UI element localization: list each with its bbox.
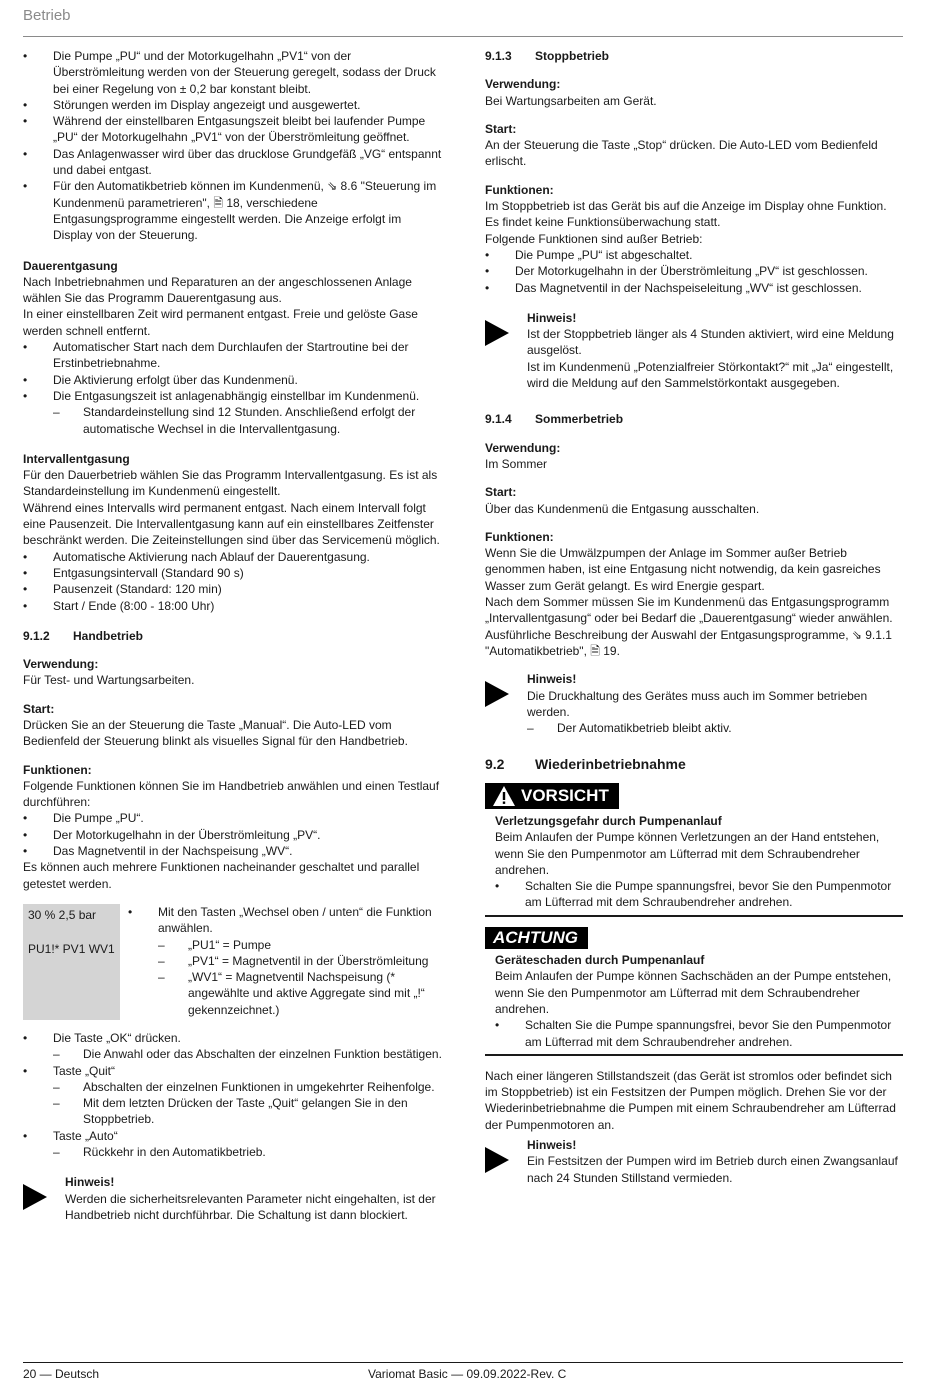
header-title: Betrieb bbox=[23, 7, 71, 24]
intervallentgasung-text-2: Während eines Intervalls wird permanent entgast. Nach einem Intervall folgt eine Pausenzeit. Die Intervallentgasung kann auf ein einstellbares Zeitfenster beschränkt werden. Die Zeiteinstellungen sind über das Servicemenü möglich. bbox=[23, 500, 440, 548]
hint-arrow-icon bbox=[485, 310, 527, 391]
hint-text: Die Druckhaltung des Gerätes muss auch im Sommer betrieben werden. bbox=[527, 688, 868, 719]
list-item: • Die Pumpe „PU“ und der Motorkugelhahn „PV1“ von der Überströmleitung werden von der Steuerung geregelt, sodass der Druck bei einer Regelung von ± 0,2 bar konstant bleibt. bbox=[23, 48, 443, 97]
hint-title: Hinweis! bbox=[527, 1138, 577, 1153]
dash-item: – Rückkehr in den Automatikbetrieb. bbox=[53, 1144, 443, 1160]
dauerentgasung-heading: Dauerentgasung bbox=[23, 258, 118, 273]
list-item: • Die Aktivierung erfolgt über das Kundenmenü. bbox=[23, 372, 443, 388]
list-item bbox=[128, 904, 443, 1018]
dauerentgasung-text-1: Nach Inbetriebnahmen und Reparaturen an der angeschlossenen Anlage wählen Sie das Programm Dauerentgasung aus. bbox=[23, 274, 412, 306]
list-item: • Der Motorkugelhahn in der Überströmleitung „PV“. bbox=[23, 827, 443, 843]
dash-item: – „PU1“ = Pumpe bbox=[158, 937, 443, 953]
dash-list bbox=[53, 1046, 443, 1062]
page-footer bbox=[23, 1362, 903, 1381]
hint-box bbox=[485, 1137, 903, 1186]
section-heading-sommerbetrieb bbox=[485, 411, 903, 427]
verwendung-text: Im Sommer bbox=[485, 456, 548, 471]
handbetrieb-steps-list bbox=[23, 1030, 443, 1160]
dash-list bbox=[527, 720, 903, 736]
hint-text-1: Ist der Stoppbetrieb länger als 4 Stunden aktiviert, wird eine Meldung ausgelöst. bbox=[527, 327, 894, 358]
funktionen-text-1: Wenn Sie die Umwälzpumpen der Anlage im Sommer außer Betrieb genommen haben, ist eine Entgasung nicht notwendig, da kein gasreiches Wasser zum Gerät gelangt. Es wird Energie gespart. bbox=[485, 546, 881, 593]
list-item: • Für den Automatikbetrieb können im Kundenmenü, ⇘ 8.6 "Steuerung im Kundenmenü parametrieren", 🗎 18, verschiedene Entgasungsprogramme eingestellt werden. Die Anzeige erfolgt im Display von der Steuerung. bbox=[23, 178, 443, 243]
start-text: Drücken Sie an der Steuerung die Taste „Manual“. Die Auto-LED vom Bedienfeld der Steuerung blinkt als visuelles Signal für den Handbetrieb. bbox=[23, 717, 408, 749]
warning-text: Beim Anlaufen der Pumpe können Sachschäden an der Pumpe entstehen, wenn Sie den Pumpenmotor am Lüfterrad mit dem Schraubendreher andrehen. bbox=[495, 969, 892, 1016]
list-item bbox=[23, 388, 443, 437]
dash-list bbox=[53, 404, 443, 437]
warning-bullet-list bbox=[495, 878, 903, 911]
list-item: • Das Magnetventil in der Nachspeiseleitung „WV“ ist geschlossen. bbox=[485, 280, 903, 296]
list-item: • Das Magnetventil in der Nachspeisung „WV“. bbox=[23, 843, 443, 859]
funktionen-after-text: Es können auch mehrere Funktionen nacheinander geschaltet und parallel getestet werden. bbox=[23, 860, 420, 891]
funktionen-text-1: Im Stoppbetrieb ist das Gerät bis auf die Anzeige im Display ohne Funktion. Es findet keine Funktionsüberwachung statt. bbox=[485, 199, 887, 230]
intervallentgasung-bullet-list bbox=[23, 549, 443, 614]
hint-arrow-icon bbox=[485, 1137, 527, 1186]
right-column bbox=[485, 48, 903, 1186]
list-item: • Pausenzeit (Standard: 120 min) bbox=[23, 581, 443, 597]
dash-list bbox=[53, 1144, 443, 1160]
section-heading-wiederinbetriebnahme bbox=[485, 756, 903, 772]
display-status-explanation bbox=[120, 904, 443, 1020]
left-column bbox=[23, 48, 443, 1223]
start-label: Start: bbox=[485, 485, 517, 500]
dash-list bbox=[53, 1079, 443, 1128]
dash-item: – „WV1“ = Magnetventil Nachspeisung (* angewählte und aktive Aggregate sind mit „!“ gekennzeichnet.) bbox=[158, 969, 443, 1018]
list-item: • Störungen werden im Display angezeigt und ausgewertet. bbox=[23, 97, 443, 113]
list-item bbox=[23, 1063, 443, 1128]
section-number: 9.1.3 bbox=[485, 49, 512, 63]
list-item: • Schalten Sie die Pumpe spannungsfrei, bevor Sie den Pumpenmotor am Lüfterrad mit dem Schraubendreher andrehen. bbox=[495, 1017, 903, 1050]
warning-body bbox=[485, 952, 903, 1050]
warning-triangle-icon bbox=[493, 786, 515, 806]
list-item-text: Taste „Quit“ bbox=[53, 1063, 116, 1078]
wiederinbetriebnahme-text: Nach einer längeren Stillstandszeit (das Gerät ist stromlos oder befindet sich im Stoppbetrieb) ist ein Festsitzen der Pumpen möglich. Drehen Sie vor der Wiederinbetriebnahme die Pumpen mit einem Schraubendreher am Lüfterrad der Pumpenmotoren an. bbox=[485, 1068, 896, 1132]
achtung-label: ACHTUNG bbox=[493, 927, 578, 947]
dauerentgasung-bullet-list bbox=[23, 339, 443, 437]
hint-body bbox=[527, 1137, 903, 1186]
hint-title: Hinweis! bbox=[65, 1175, 115, 1190]
list-item: • Der Motorkugelhahn in der Überströmleitung „PV“ ist geschlossen. bbox=[485, 263, 903, 279]
hint-box bbox=[485, 310, 903, 391]
section-title: Stoppbetrieb bbox=[535, 49, 609, 63]
funktionen-text-2: Nach dem Sommer müssen Sie im Kundenmenü das Entgasungsprogramm „Intervallentgasung“ oder bei Bedarf die „Dauerentgasung“ wieder anwählen. bbox=[485, 595, 893, 626]
funktionen-text-3: Ausführliche Beschreibung der Auswahl der Entgasungsprogramme, ⇘ 9.1.1 "Automatikbetrieb", 🗎 19. bbox=[485, 627, 892, 658]
verwendung-label: Verwendung: bbox=[23, 657, 99, 672]
warning-box-vorsicht bbox=[485, 783, 903, 917]
start-label: Start: bbox=[23, 701, 55, 716]
section-title: Sommerbetrieb bbox=[535, 412, 624, 427]
dash-list bbox=[158, 937, 443, 1018]
list-item: • Automatischer Start nach dem Durchlaufen der Startroutine bei der Erstinbetriebnahme. bbox=[23, 339, 443, 372]
hint-box bbox=[485, 671, 903, 736]
intro-bullet-list bbox=[23, 48, 443, 244]
footer-document-info: Variomat Basic — 09.09.2022-Rev. C bbox=[368, 1367, 567, 1381]
verwendung-label: Verwendung: bbox=[485, 440, 561, 455]
warning-title: Verletzungsgefahr durch Pumpenanlauf bbox=[495, 813, 722, 828]
page-header bbox=[23, 6, 903, 37]
achtung-badge bbox=[485, 927, 588, 949]
warning-bullet-list bbox=[495, 1017, 903, 1050]
funktionen-bullet-list bbox=[23, 810, 443, 859]
warning-text: Beim Anlaufen der Pumpe können Verletzungen an der Hand entstehen, wenn Sie den Pumpenmotor am Lüfterrad mit dem Schraubendreher andrehen. bbox=[495, 830, 880, 877]
hint-body bbox=[527, 671, 903, 736]
display-status-box bbox=[23, 904, 120, 1020]
list-item: • Die Pumpe „PU“ ist abgeschaltet. bbox=[485, 247, 903, 263]
dash-item: – „PV1“ = Magnetventil in der Überströmleitung bbox=[158, 953, 443, 969]
section-title: Wiederinbetriebnahme bbox=[535, 756, 686, 773]
list-item: • Entgasungsintervall (Standard 90 s) bbox=[23, 565, 443, 581]
section-heading-handbetrieb bbox=[23, 628, 443, 644]
dash-item: – Abschalten der einzelnen Funktionen in umgekehrter Reihenfolge. bbox=[53, 1079, 443, 1095]
section-heading-stoppbetrieb bbox=[485, 48, 903, 64]
display-line-2: PU1!* PV1 WV1 bbox=[28, 942, 115, 957]
hint-body bbox=[527, 310, 903, 391]
hint-body bbox=[65, 1174, 443, 1223]
list-item-text: Die Entgasungszeit ist anlagenabhängig einstellbar im Kundenmenü. bbox=[53, 388, 420, 403]
list-item: • Schalten Sie die Pumpe spannungsfrei, bevor Sie den Pumpenmotor am Lüfterrad mit dem Schraubendreher andrehen. bbox=[495, 878, 903, 911]
funktionen-text-2: Folgende Funktionen sind außer Betrieb: bbox=[485, 231, 703, 246]
footer-page-number: 20 — Deutsch bbox=[23, 1367, 100, 1381]
warning-body bbox=[485, 813, 903, 911]
hint-title: Hinweis! bbox=[527, 310, 577, 325]
list-item-text: Die Taste „OK“ drücken. bbox=[53, 1030, 181, 1045]
list-item-text: Taste „Auto“ bbox=[53, 1128, 118, 1143]
list-item bbox=[23, 1030, 443, 1063]
vorsicht-label: VORSICHT bbox=[521, 785, 609, 805]
display-status-row bbox=[23, 904, 443, 1020]
funktionen-label: Funktionen: bbox=[485, 182, 554, 197]
display-line-1: 30 % 2,5 bar bbox=[28, 907, 97, 922]
dash-item: – Die Anwahl oder das Abschalten der einzelnen Funktion bestätigen. bbox=[53, 1046, 443, 1062]
section-number: 9.1.4 bbox=[485, 412, 512, 427]
list-item: • Die Pumpe „PU“. bbox=[23, 810, 443, 826]
start-label: Start: bbox=[485, 121, 517, 136]
funktionen-label: Funktionen: bbox=[485, 529, 554, 544]
stopp-bullet-list bbox=[485, 247, 903, 296]
list-item: • Start / Ende (8:00 - 18:00 Uhr) bbox=[23, 598, 443, 614]
start-text: An der Steuerung die Taste „Stop“ drücken. Die Auto-LED vom Bedienfeld erlischt. bbox=[485, 138, 878, 169]
funktionen-label: Funktionen: bbox=[23, 762, 92, 777]
intervallentgasung-heading: Intervallentgasung bbox=[23, 451, 130, 466]
hint-arrow-icon bbox=[23, 1174, 65, 1223]
verwendung-label: Verwendung: bbox=[485, 77, 561, 92]
vorsicht-badge bbox=[485, 783, 619, 809]
verwendung-text: Bei Wartungsarbeiten am Gerät. bbox=[485, 93, 657, 108]
status-bullet-list bbox=[128, 904, 443, 1018]
dauerentgasung-text-2: In einer einstellbaren Zeit wird permanent entgast. Freie und gelöste Gase werden schnell entfernt. bbox=[23, 307, 418, 338]
dash-item: – Der Automatikbetrieb bleibt aktiv. bbox=[527, 720, 903, 736]
hint-arrow-icon bbox=[485, 671, 527, 736]
verwendung-text: Für Test- und Wartungsarbeiten. bbox=[23, 673, 195, 688]
list-item-text: Mit den Tasten „Wechsel oben / unten“ die Funktion anwählen. bbox=[158, 904, 432, 936]
warning-title: Geräteschaden durch Pumpenanlauf bbox=[495, 953, 705, 968]
hint-title: Hinweis! bbox=[527, 672, 577, 687]
section-number: 9.1.2 bbox=[23, 628, 50, 643]
dash-item: – Mit dem letzten Drücken der Taste „Quit“ gelangen Sie in den Stoppbetrieb. bbox=[53, 1095, 443, 1128]
hint-text: Werden die sicherheitsrelevanten Parameter nicht eingehalten, ist der Handbetrieb nicht durchführbar. Die Schaltung ist dann blockiert. bbox=[65, 1191, 436, 1222]
hint-text-2: Ist im Kundenmenü „Potenzialfreier Störkontakt?“ mit „Ja“ eingestellt, wird die Meldung auf den Sammelstörkontakt ausgegeben. bbox=[527, 359, 894, 391]
hint-text: Ein Festsitzen der Pumpen wird im Betrieb durch einen Zwangsanlauf nach 24 Stunden Stillstand vermieden. bbox=[527, 1154, 898, 1185]
start-text: Über das Kundenmenü die Entgasung ausschalten. bbox=[485, 501, 760, 516]
dash-item: – Standardeinstellung sind 12 Stunden. Anschließend erfolgt der automatische Wechsel in die Intervallentgasung. bbox=[53, 404, 443, 437]
list-item: • Das Anlagenwasser wird über das drucklose Grundgefäß „VG“ entspannt und dabei entgast. bbox=[23, 146, 443, 179]
warning-box-achtung bbox=[485, 927, 903, 1056]
list-item bbox=[23, 1128, 443, 1161]
section-title: Handbetrieb bbox=[73, 628, 144, 643]
funktionen-text: Folgende Funktionen können Sie im Handbetrieb anwählen und einen Testlauf durchführen: bbox=[23, 778, 440, 810]
list-item: • Während der einstellbaren Entgasungszeit bleibt bei laufender Pumpe „PU“ der Motorkugelhahn „PV1“ von der Überströmleitung geöffnet. bbox=[23, 113, 443, 146]
intervallentgasung-text-1: Für den Dauerbetrieb wählen Sie das Programm Intervallentgasung. Es ist als Standardeinstellung im Kundenmenü eingestellt. bbox=[23, 468, 438, 499]
section-number: 9.2 bbox=[485, 756, 505, 773]
list-item: • Automatische Aktivierung nach Ablauf der Dauerentgasung. bbox=[23, 549, 443, 565]
hint-box bbox=[23, 1174, 443, 1223]
